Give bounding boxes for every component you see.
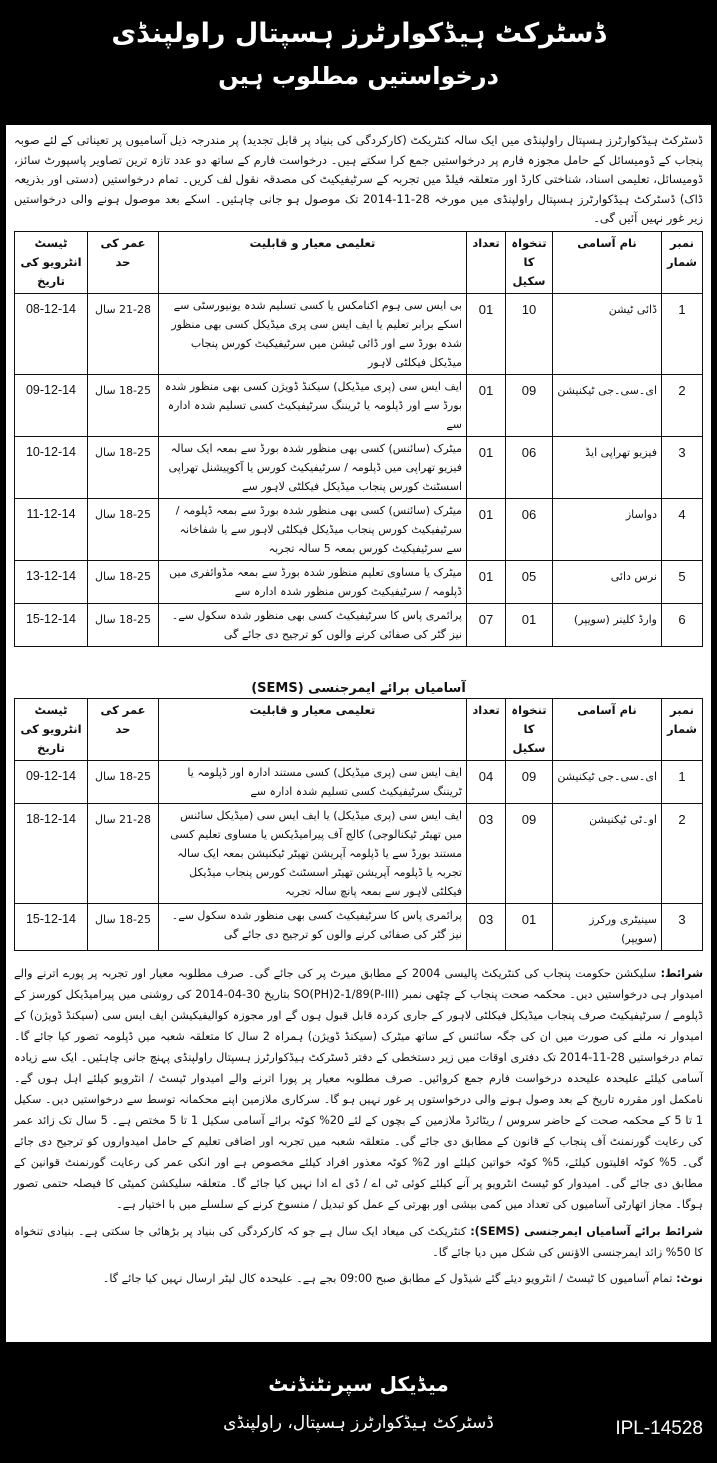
pay-scale: 10 xyxy=(506,293,553,374)
posts-table xyxy=(14,231,703,647)
pay-scale: 01 xyxy=(506,903,553,950)
table-row xyxy=(15,560,703,603)
note-label: نوٹ: xyxy=(676,1271,703,1285)
post-name: فیزیو تھراپی ایڈ xyxy=(553,436,662,498)
post-quantity: 07 xyxy=(467,603,506,646)
post-name: نرس دائی xyxy=(553,560,662,603)
serial-number: 2 xyxy=(662,374,703,436)
qualification: میٹرک (سائنس) کسی بھی منظور شدہ بورڈ سے بمعہ ڈپلومہ / سرٹیفیکیٹ کورس پنجاب میڈیکل فیکلٹی لاہور سے یا شفاخانہ سے سرٹیفیکیٹ کورس بمعہ 5 سالہ تجربہ xyxy=(159,498,467,560)
header-post-name: نام آسامی xyxy=(553,698,662,760)
qualification: بی ایس سی ہوم اکنامکس یا کسی تسلیم شدہ یونیورسٹی سے اسکے برابر تعلیم یا ایف ایس سی پری میڈیکل کسی بھی منظور شدہ بورڈ سے اور ڈائی ٹیشن میں سرٹیفیکیٹ کورس پنجاب میڈیکل فیکلٹی لاہور xyxy=(159,293,467,374)
note-paragraph xyxy=(14,1269,703,1289)
sems-terms-text: کنٹریکٹ کی میعاد ایک سال ہے جو کہ کارکردگی کی بنیاد پر بڑھائی جا سکتی ہے۔ بنیادی تنخواہ کا 50% زائد ایمرجنسی الاؤنس کی شکل میں دیا جائے گا۔ xyxy=(14,1224,703,1259)
terms-paragraph xyxy=(14,963,703,1215)
qualification: ایف ایس سی (پری میڈیکل) کسی مستند ادارہ اور ڈپلومہ یا ٹریننگ سرٹیفیکیٹ کسی تسلیم شدہ ادارہ سے xyxy=(159,760,467,803)
header-quantity: تعداد xyxy=(467,698,506,760)
table-row xyxy=(15,436,703,498)
age-limit: 18-25 سال xyxy=(88,760,159,803)
qualification: پرائمری پاس کا سرٹیفیکیٹ کسی بھی منظور شدہ سکول سے۔ نیز گٹر کی صفائی کرنے والوں کو ترجیح دی جائے گی xyxy=(159,603,467,646)
interview-date: 15-12-14 xyxy=(15,603,88,646)
serial-number: 1 xyxy=(662,760,703,803)
qualification: پرائمری پاس کا سرٹیفیکیٹ کسی بھی منظور شدہ سکول سے۔ نیز گٹر کی صفائی کرنے والوں کو ترجیح دی جائے گی xyxy=(159,903,467,950)
interview-date: 09-12-14 xyxy=(15,374,88,436)
serial-number: 5 xyxy=(662,560,703,603)
header-sr: نمبر شمار xyxy=(662,698,703,760)
header-interview-date: ٹیسٹ انٹرویو کی تاریخ xyxy=(15,231,88,293)
header-age-limit: عمر کی حد xyxy=(88,698,159,760)
header-sr: نمبر شمار xyxy=(662,231,703,293)
age-limit: 18-25 سال xyxy=(88,374,159,436)
post-name: وارڈ کلینر (سویپر) xyxy=(553,603,662,646)
post-quantity: 01 xyxy=(467,374,506,436)
post-quantity: 03 xyxy=(467,803,506,903)
qualification: ایف ایس سی (پری میڈیکل) یا ایف ایس سی (میڈیکل سائنس میں تھیٹر ٹیکنالوجی) کالج آف پیرامیڈیکس یا مساوی تعلیم کسی مستند بورڈ سے یا ڈپلومہ آپریشن تھیٹر ٹیکنیشن بمعہ ایک سالہ تجربہ یا ڈپلومہ آپریشن تھیٹر اسسٹنٹ کورس پنجاب میڈیکل فیکلٹی لاہور سے بمعہ پانچ سالہ تجربہ xyxy=(159,803,467,903)
post-quantity: 01 xyxy=(467,293,506,374)
age-limit: 18-25 سال xyxy=(88,498,159,560)
office-address: ڈسٹرکٹ ہیڈکوارٹرز ہسپتال، راولپنڈی xyxy=(223,1413,494,1433)
applications-wanted-heading: درخواستیں مطلوب ہیں xyxy=(218,62,499,90)
advert-header xyxy=(0,0,717,125)
advert-footer xyxy=(0,1342,717,1463)
post-name: سینیٹری ورکرز (سویپر) xyxy=(553,903,662,950)
table-row xyxy=(15,293,703,374)
header-quantity: تعداد xyxy=(467,231,506,293)
post-name: ڈائی ٹیشن xyxy=(553,293,662,374)
post-name: او۔ٹی ٹیکنیشن xyxy=(553,803,662,903)
pay-scale: 09 xyxy=(506,760,553,803)
post-quantity: 01 xyxy=(467,436,506,498)
post-quantity: 04 xyxy=(467,760,506,803)
interview-date: 11-12-14 xyxy=(15,498,88,560)
table-row xyxy=(15,803,703,903)
signatory-title: میڈیکل سپرنٹنڈنٹ xyxy=(268,1372,449,1396)
serial-number: 2 xyxy=(662,803,703,903)
post-quantity: 01 xyxy=(467,498,506,560)
serial-number: 4 xyxy=(662,498,703,560)
interview-date: 08-12-14 xyxy=(15,293,88,374)
header-age-limit: عمر کی حد xyxy=(88,231,159,293)
pay-scale: 05 xyxy=(506,560,553,603)
sems-section-title: آسامیاں برائے ایمرجنسی (SEMS) xyxy=(251,680,466,696)
post-name: دواساز xyxy=(553,498,662,560)
serial-number: 3 xyxy=(662,436,703,498)
serial-number: 1 xyxy=(662,293,703,374)
sems-terms-label: شرائط برائے آسامیاں ایمرجنسی (SEMS): xyxy=(470,1224,703,1238)
intro-paragraph: ڈسٹرکٹ ہیڈکوارٹرز ہسپتال راولپنڈی میں ایک سالہ کنٹریکٹ (کارکردگی کی بنیاد پر قابل تجدید) پر مندرجہ ذیل آسامیوں پر تعیناتی کے لئے صوبہ پنجاب کے ڈومیسائل کے حامل مجوزہ فارم پر درخواستیں جمع کرا سکتے ہیں۔ درخواست فارم کے ساتھ دو عدد تازہ ترین تصاویر پاسپورٹ سائز، ڈومیسائل، تعلیمی اسناد، شناختی کارڈ اور متعلقہ فیلڈ میں تجربہ کے سرٹیفیکیٹ کی مصدقہ نقول لف کریں۔ تمام درخواستیں (دستی اور بذریعہ ڈاک) ڈسٹرکٹ ہیڈکوارٹرز ہسپتال راولپنڈی میں مورخہ 28-11-2014 تک موصول ہو جانی چاہئیں۔ اسکے بعد موصول ہونے والی درخواستیں زیر غور نہیں آئیں گی۔ xyxy=(14,133,703,225)
serial-number: 3 xyxy=(662,903,703,950)
header-pay-scale: تنخواہ کا سکیل xyxy=(506,231,553,293)
age-limit: 18-25 سال xyxy=(88,903,159,950)
table-row xyxy=(15,374,703,436)
post-name: ای۔سی۔جی ٹیکنیشن xyxy=(553,760,662,803)
note-text: تمام آسامیوں کا ٹیسٹ / انٹرویو دیئے گئے شیڈول کے مطابق صبح 09:00 بجے ہے۔ علیحدہ کال لیٹر ارسال نہیں کیا جائے گا۔ xyxy=(102,1271,673,1285)
hospital-title: ڈسٹرکٹ ہیڈکوارٹرز ہسپتال راولپنڈی xyxy=(111,18,606,49)
sems-terms-paragraph xyxy=(14,1221,703,1263)
interview-date: 09-12-14 xyxy=(15,760,88,803)
pay-scale: 09 xyxy=(506,374,553,436)
age-limit: 18-25 سال xyxy=(88,603,159,646)
posts-table-header xyxy=(15,231,703,293)
age-limit: 18-25 سال xyxy=(88,436,159,498)
table-row xyxy=(15,498,703,560)
table-row xyxy=(15,603,703,646)
header-interview-date: ٹیسٹ انٹرویو کی تاریخ xyxy=(15,698,88,760)
sems-posts-table xyxy=(14,698,703,951)
post-name: ای۔سی۔جی ٹیکنیشن xyxy=(553,374,662,436)
table-row xyxy=(15,903,703,950)
advert-body xyxy=(6,125,711,1342)
interview-date: 13-12-14 xyxy=(15,560,88,603)
age-limit: 18-25 سال xyxy=(88,560,159,603)
interview-date: 18-12-14 xyxy=(15,803,88,903)
table-row xyxy=(15,760,703,803)
header-qualification: تعلیمی معیار و قابلیت xyxy=(159,231,467,293)
header-qualification: تعلیمی معیار و قابلیت xyxy=(159,698,467,760)
pay-scale: 06 xyxy=(506,498,553,560)
post-quantity: 03 xyxy=(467,903,506,950)
age-limit: 21-28 سال xyxy=(88,293,159,374)
qualification: ایف ایس سی (پری میڈیکل) سیکنڈ ڈویژن کسی بھی منظور شدہ بورڈ سے اور ڈپلومہ یا ٹریننگ سرٹیفیکیٹ کسی تسلیم شدہ ادارہ سے xyxy=(159,374,467,436)
serial-number: 6 xyxy=(662,603,703,646)
header-post-name: نام آسامی xyxy=(553,231,662,293)
qualification: میٹرک یا مساوی تعلیم منظور شدہ بورڈ سے بمعہ مڈوائفری میں ڈپلومہ / سرٹیفیکیٹ کورس منظور شدہ ادارہ سے xyxy=(159,560,467,603)
terms-label: شرائط: xyxy=(660,966,704,980)
qualification: میٹرک (سائنس) کسی بھی منظور شدہ بورڈ سے بمعہ ایک سالہ فیزیو تھراپی میں ڈپلومہ / سرٹیفیکیٹ کورس یا آکوپیشنل تھراپی اسسٹنٹ کورس پنجاب میڈیکل فیکلٹی لاہور سے xyxy=(159,436,467,498)
post-quantity: 01 xyxy=(467,560,506,603)
interview-date: 10-12-14 xyxy=(15,436,88,498)
terms-text: سلیکشن حکومت پنجاب کی کنٹریکٹ پالیسی 2004 کے مطابق میرٹ پر کی جائے گی۔ صرف مطلوبہ معیار اور تجربہ پر پورے اترنے والے امیدوار ہی درخواستیں دیں۔ محکمہ صحت پنجاب کے چٹھی نمبر SO(PH)2-1/89(P-III) بتاریخ 30-04-2014 کی روشنی میں پیرامیڈیکل کورسز کے ڈپلومے / سرٹیفیکیٹ صرف پنجاب میڈیکل فیکلٹی لاہور کے جاری کردہ قابل قبول ہوں گے اور مجوزہ کوالیفیکیشن ایف ایس سی (سیکنڈ ڈویژن) کے امیدوار نہ ملنے کی صورت میں ان کی جگہ سائنس کے ساتھ میٹرک (سیکنڈ ڈویژن) ہمراہ 2 سال کا متعلقہ شعبہ میں ڈپلومہ تصور کیا جائے گا۔ تمام درخواستیں 28-11-2014 تک دفتری اوقات میں زیر دستخطی کے دفتر ڈسٹرکٹ ہیڈکوارٹرز ہسپتال راولپنڈی پہنچ جانی چاہئیں۔ ایک سے زیادہ آسامی کیلئے علیحدہ علیحدہ درخواست فارم جمع کروائیں۔ صرف مطلوبہ معیار پر پورا اترنے والے امیدوار ٹیسٹ / انٹرویو کیلئے اہل ہوں گے۔ نامکمل اور مقررہ تاریخ کے بعد وصول ہونے والی درخواستوں پر غور نہیں ہو گا۔ سرکاری ملازمین اپنے محکمانہ توسط سے درخواستیں دیں۔ سکیل 1 تا 5 کے محکمہ صحت کے حاضر سروس / ریٹائرڈ ملازمین کے بچوں کے لئے 20% کوٹہ برائے آسامی سکیل 1 تا 5 مختص ہے۔ 5 سال تک زائد عمر کی رعایت گورنمنٹ آف پنجاب کے قانون کے مطابق دی جائے گی۔ متعلقہ شعبہ میں تجربہ اور اضافی تعلیم کے حامل امیدواروں کو ترجیح دی جائے گی۔ 5% کوٹہ اقلیتوں کیلئے، 5% کوٹہ خواتین کیلئے اور 2% کوٹہ معذور افراد کیلئے مخصوص ہے اور انکی عمر کی رعایت گورنمنٹ قوانین کے مطابق دی جائے گی۔ امیدوار کو ٹیسٹ انٹرویو پر آنے کیلئے کوئی ٹی اے / ڈی اے ادا نہیں کیا جائے گا۔ متعلقہ سلیکشن کمیٹی کا فیصلہ حتمی تصور ہوگا۔ مجاز اتھارٹی آسامیوں کی تعداد میں کمی بیشی اور بھرتی کے عمل کو تبدیل / منسوخ کرنے کے سلسلے میں با اختیار ہے۔ xyxy=(14,966,704,1211)
reference-number: IPL-14528 xyxy=(615,1418,703,1439)
pay-scale: 09 xyxy=(506,803,553,903)
pay-scale: 01 xyxy=(506,603,553,646)
pay-scale: 06 xyxy=(506,436,553,498)
header-pay-scale: تنخواہ کا سکیل xyxy=(506,698,553,760)
age-limit: 21-28 سال xyxy=(88,803,159,903)
interview-date: 15-12-14 xyxy=(15,903,88,950)
sems-table-header xyxy=(15,698,703,760)
